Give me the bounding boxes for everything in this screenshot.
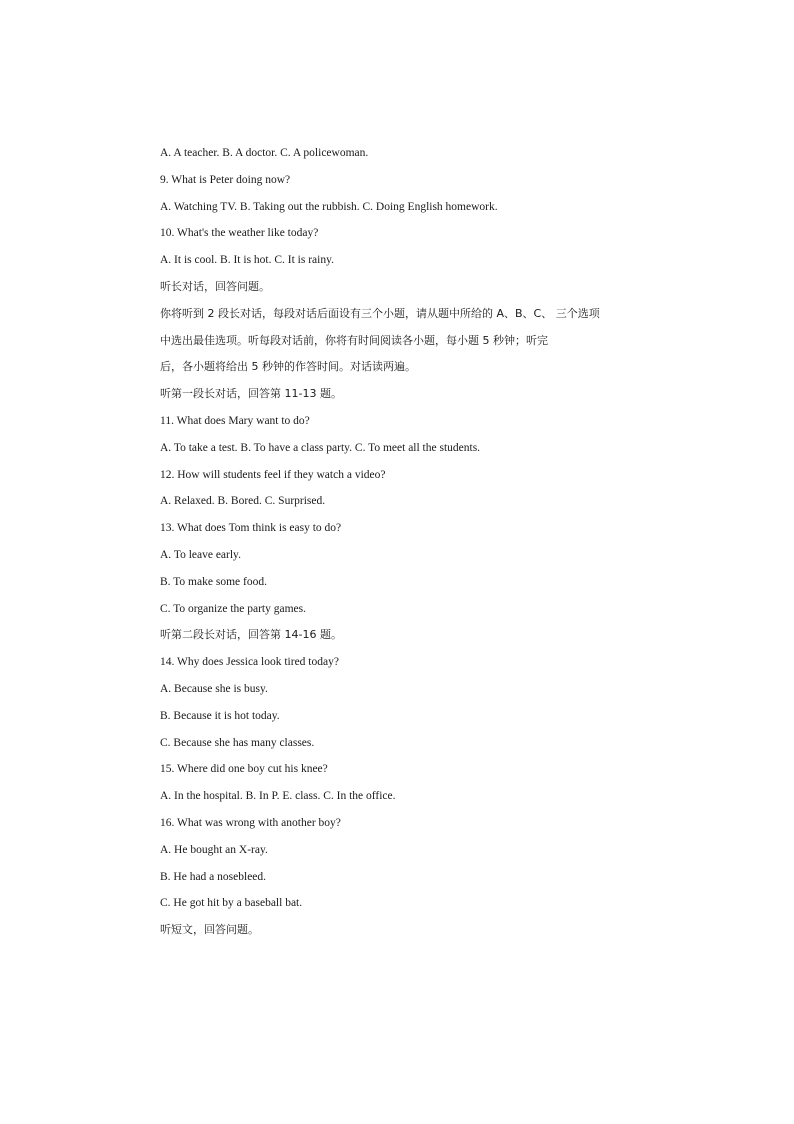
answer-option-16a: A. He bought an X-ray. (160, 843, 268, 856)
question-11: 11. What does Mary want to do? (160, 414, 310, 427)
answer-option-13a: A. To leave early. (160, 548, 241, 561)
instructions-line-3: 后，各小题将给出 5 秒钟的作答时间。对话读两遍。 (160, 360, 416, 374)
instructions-line-2: 中选出最佳选项。听每段对话前，你将有时间阅读各小题，每小题 5 秒钟；听完 (160, 333, 548, 347)
answer-option-13c: C. To organize the party games. (160, 602, 306, 615)
answer-option-14b: B. Because it is hot today. (160, 709, 280, 722)
answer-options-11: A. To take a test. B. To have a class party. C. To meet all the students. (160, 441, 481, 454)
answer-options-8: A. A teacher. B. A doctor. C. A policewoman. (160, 147, 369, 159)
dialogue-1-heading: 听第一段长对话，回答第 11-13 题。 (160, 387, 342, 401)
question-14: 14. Why does Jessica look tired today? (160, 656, 339, 669)
question-13: 13. What does Tom think is easy to do? (160, 522, 342, 535)
instructions-line-1: 你将听到 2 段长对话，每段对话后面设有三个小题，请从题中所给的 A、B、C、 三个选项 (160, 306, 600, 320)
answer-option-13b: B. To make some food. (160, 575, 267, 588)
answer-options-10: A. It is cool. B. It is hot. C. It is rainy. (160, 254, 334, 267)
answer-options-15: A. In the hospital. B. In P. E. class. C. In the office. (160, 790, 396, 803)
exam-text-block (160, 143, 660, 947)
section-heading-short-passage: 听短文，回答问题。 (160, 923, 259, 937)
dialogue-2-heading: 听第二段长对话，回答第 14-16 题。 (160, 628, 342, 642)
answer-option-16b: B. He had a nosebleed. (160, 870, 267, 883)
question-15: 15. Where did one boy cut his knee? (160, 763, 328, 776)
answer-options-9: A. Watching TV. B. Taking out the rubbish. C. Doing English homework. (160, 200, 498, 213)
answer-option-16c: C. He got hit by a baseball bat. (160, 897, 303, 910)
answer-option-14c: C. Because she has many classes. (160, 736, 315, 749)
answer-options-12: A. Relaxed. B. Bored. C. Surprised. (160, 495, 326, 508)
question-12: 12. How will students feel if they watch a video? (160, 468, 386, 481)
question-9: 9. What is Peter doing now? (160, 173, 291, 186)
answer-option-14a: A. Because she is busy. (160, 682, 268, 695)
question-10: 10. What's the weather like today? (160, 227, 319, 240)
section-heading-long-dialogue: 听长对话，回答问题。 (160, 279, 270, 293)
question-16: 16. What was wrong with another boy? (160, 816, 341, 829)
